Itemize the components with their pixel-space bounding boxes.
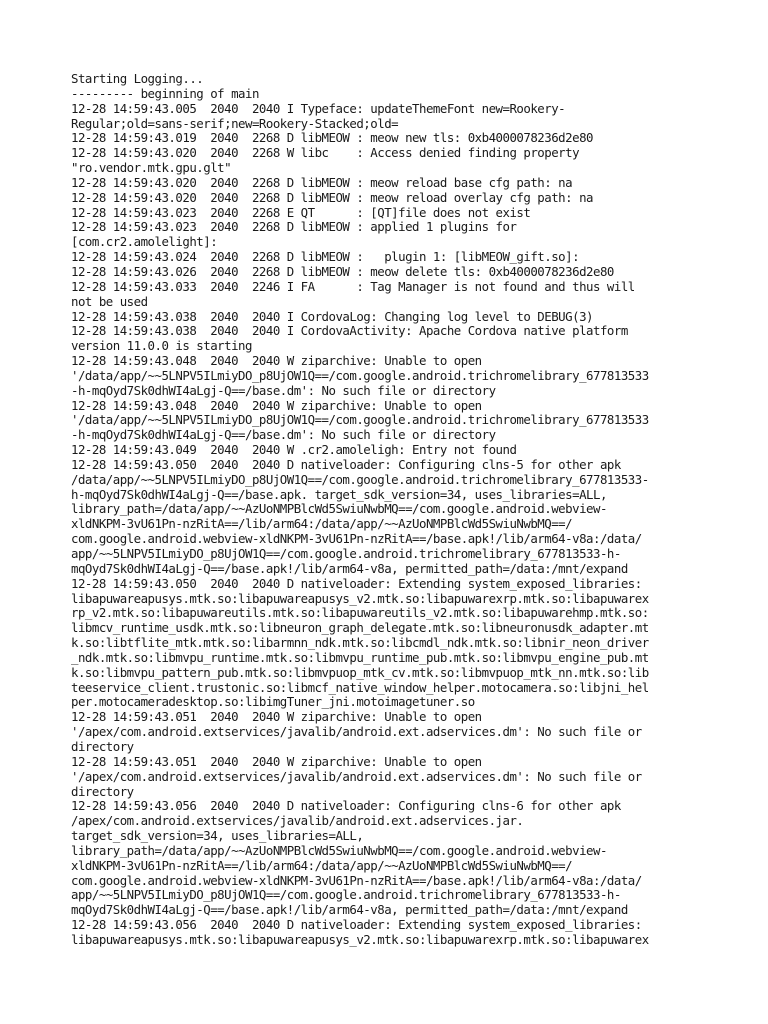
log-line: /apex/com.android.extservices/javalib/android.ext.adservices.jar. [71,813,524,829]
log-line: '/data/app/~~5LNPV5ILmiyDO_p8UjOW1Q==/com.google.android.trichromelibrary_677813533 [71,412,649,428]
log-line: per.motocameradesktop.so:libimgTuner_jni.motoimagetuner.so [71,694,475,710]
log-line: -h-mqOyd7Sk0dhWI4aLgj-Q==/base.dm': No such file or directory [71,427,496,443]
log-line: teeservice_client.trustonic.so:libmcf_native_window_helper.motocamera.so:libjni_hel [71,679,649,695]
log-line: 12-28 14:59:43.019 2040 2268 D libMEOW : meow new tls: 0xb4000078236d2e80 [71,130,593,146]
log-line: h-mqOyd7Sk0dhWI4aLgj-Q==/base.apk. target_sdk_version=34, uses_libraries=ALL, [71,486,607,502]
log-line: 12-28 14:59:43.020 2040 2268 W libc : Access denied finding property [71,145,580,161]
log-line: com.google.android.webview-xldNKPM-3vU61Pn-nzRitA==/base.apk!/lib/arm64-v8a:/data/ [71,872,642,888]
log-line: 12-28 14:59:43.051 2040 2040 W ziparchive: Unable to open [71,753,482,769]
log-line: 12-28 14:59:43.051 2040 2040 W ziparchive: Unable to open [71,709,482,725]
log-line: 12-28 14:59:43.056 2040 2040 D nativeloader: Configuring clns-6 for other apk [71,798,621,814]
log-line: mqOyd7Sk0dhWI4aLgj-Q==/base.apk!/lib/arm64-v8a, permitted_path=/data:/mnt/expand [71,560,628,576]
log-line: xldNKPM-3vU61Pn-nzRitA==/lib/arm64:/data/app/~~AzUoNMPBlcWd5SwiuNwbMQ==/ [71,516,573,532]
log-line: '/data/app/~~5LNPV5ILmiyDO_p8UjOW1Q==/com.google.android.trichromelibrary_677813533 [71,367,649,383]
log-line: version 11.0.0 is starting [71,338,252,354]
log-line: xldNKPM-3vU61Pn-nzRitA==/lib/arm64:/data/app/~~AzUoNMPBlcWd5SwiuNwbMQ==/ [71,857,573,873]
log-line: 12-28 14:59:43.020 2040 2268 D libMEOW : meow reload overlay cfg path: na [71,189,593,205]
log-line: directory [71,783,134,799]
log-line: target_sdk_version=34, uses_libraries=ALL, [71,828,364,844]
log-line: 12-28 14:59:43.005 2040 2040 I Typeface: updateThemeFont new=Rookery- [71,100,566,116]
log-line: Starting Logging... [71,71,204,86]
log-line: libmcv_runtime_usdk.mtk.so:libneuron_graph_delegate.mtk.so:libneuronusdk_adapter.mt [71,620,649,636]
log-line: '/apex/com.android.extservices/javalib/android.ext.adservices.dm': No such file or [71,724,642,740]
log-line: 12-28 14:59:43.023 2040 2268 D libMEOW : applied 1 plugins for [71,219,517,235]
log-line: library_path=/data/app/~~AzUoNMPBlcWd5SwiuNwbMQ==/com.google.android.webview- [71,842,607,858]
log-line: 12-28 14:59:43.026 2040 2268 D libMEOW : meow delete tls: 0xb4000078236d2e80 [71,263,614,279]
log-line: 12-28 14:59:43.023 2040 2268 E QT : [QT]file does not exist [71,204,531,220]
log-line: k.so:libtflite_mtk.mtk.so:libarmnn_ndk.mtk.so:libcmdl_ndk.mtk.so:libnir_neon_driver [71,635,649,651]
log-line: 12-28 14:59:43.033 2040 2246 I FA : Tag Manager is not found and thus will [71,278,635,294]
log-line: '/apex/com.android.extservices/javalib/android.ext.adservices.dm': No such file or [71,768,642,784]
log-line: 12-28 14:59:43.020 2040 2268 D libMEOW : meow reload base cfg path: na [71,174,573,190]
log-line: 12-28 14:59:43.050 2040 2040 D nativeloader: Extending system_exposed_libraries: [71,575,642,591]
log-line: k.so:libmvpu_pattern_pub.mtk.so:libmvpuop_mtk_cv.mtk.so:libmvpuop_mtk_nn.mtk.so:lib [71,664,649,680]
log-line: app/~~5LNPV5ILmiyDO_p8UjOW1Q==/com.google.android.trichromelibrary_677813533-h- [71,546,621,561]
log-line: 12-28 14:59:43.048 2040 2040 W ziparchive: Unable to open [71,353,482,369]
log-output [71,72,701,948]
log-line: library_path=/data/app/~~AzUoNMPBlcWd5SwiuNwbMQ==/com.google.android.webview- [71,501,607,517]
log-line: 12-28 14:59:43.038 2040 2040 I CordovaLog: Changing log level to DEBUG(3) [71,308,593,324]
log-line: app/~~5LNPV5ILmiyDO_p8UjOW1Q==/com.google.android.trichromelibrary_677813533-h- [71,887,621,903]
log-line: 12-28 14:59:43.038 2040 2040 I CordovaActivity: Apache Cordova native platform [71,323,628,339]
log-line: mqOyd7Sk0dhWI4aLgj-Q==/base.apk!/lib/arm64-v8a, permitted_path=/data:/mnt/expand [71,902,628,918]
log-line: directory [71,738,134,754]
log-line: rp_v2.mtk.so:libapuwareutils.mtk.so:libapuwareutils_v2.mtk.so:libapuwarehmp.mtk.so: [71,605,649,621]
log-line: Regular;old=sans-serif;new=Rookery-Stacked;old= [71,115,399,131]
log-line: 12-28 14:59:43.048 2040 2040 W ziparchive: Unable to open [71,397,482,413]
log-line: --------- beginning of main [71,85,259,101]
log-line: 12-28 14:59:43.049 2040 2040 W .cr2.amoleligh: Entry not found [71,442,517,458]
log-line: libapuwareapusys.mtk.so:libapuwareapusys_v2.mtk.so:libapuwarexrp.mtk.so:libapuwarex [71,590,649,606]
log-line: _ndk.mtk.so:libmvpu_runtime.mtk.so:libmvpu_runtime_pub.mtk.so:libmvpu_engine_pub.mt [71,649,649,665]
log-line: com.google.android.webview-xldNKPM-3vU61Pn-nzRitA==/base.apk!/lib/arm64-v8a:/data/ [71,531,642,547]
log-line: -h-mqOyd7Sk0dhWI4aLgj-Q==/base.dm': No such file or directory [71,382,496,398]
log-line: "ro.vendor.mtk.gpu.glt" [71,160,232,176]
log-line: /data/app/~~5LNPV5ILmiyDO_p8UjOW1Q==/com.google.android.trichromelibrary_677813533- [71,471,649,487]
log-line: 12-28 14:59:43.050 2040 2040 D nativeloader: Configuring clns-5 for other apk [71,456,621,472]
log-line: 12-28 14:59:43.056 2040 2040 D nativeloader: Extending system_exposed_libraries: [71,917,642,933]
log-line: 12-28 14:59:43.024 2040 2268 D libMEOW : plugin 1: [libMEOW_gift.so]: [71,249,580,265]
log-line: [com.cr2.amolelight]: [71,234,218,250]
log-line: libapuwareapusys.mtk.so:libapuwareapusys_v2.mtk.so:libapuwarexrp.mtk.so:libapuwarex [71,931,649,947]
log-line: not be used [71,293,148,309]
